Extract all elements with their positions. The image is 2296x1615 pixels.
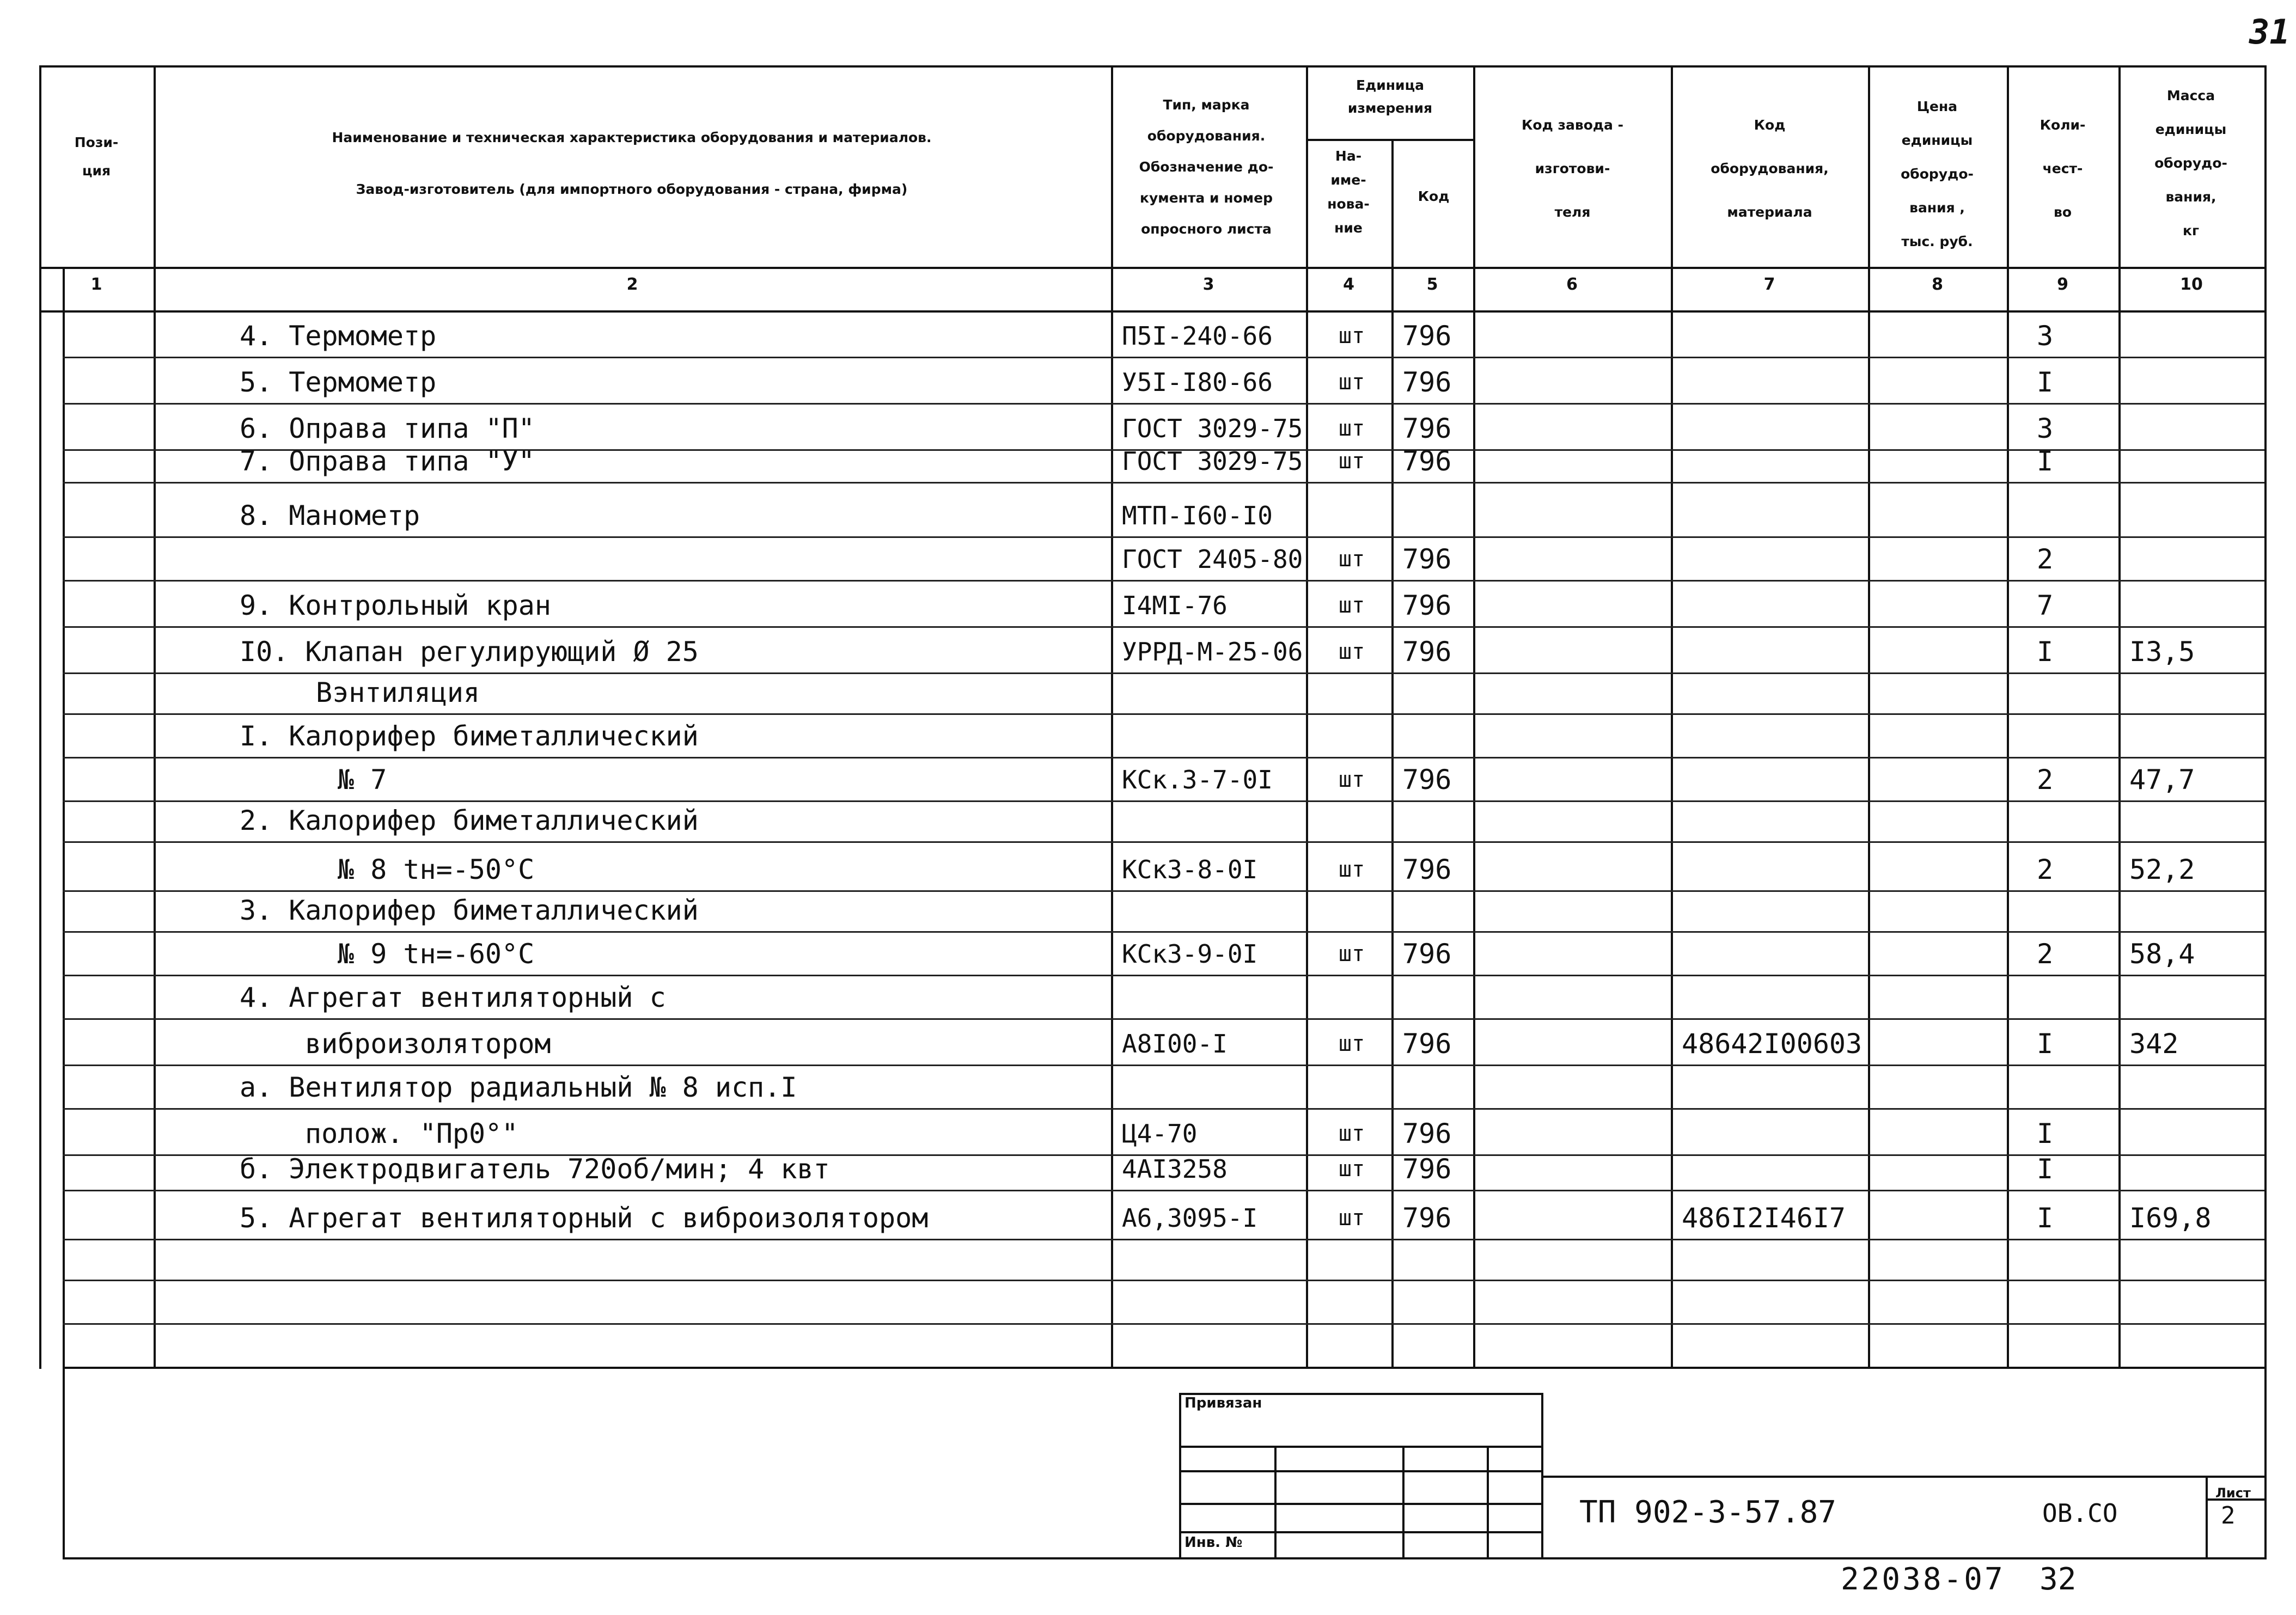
- row-line: [63, 1323, 2264, 1325]
- column-number: 9: [2057, 275, 2068, 294]
- column-line: [39, 65, 41, 1369]
- item-unit-code: 796: [1402, 1118, 1452, 1149]
- item-mass: 52,2: [2129, 854, 2195, 885]
- row-line: [63, 890, 2264, 892]
- item-name: 4. Агрегат вентиляторный с: [240, 982, 666, 1013]
- item-quantity: 2: [2037, 854, 2054, 885]
- header-unit-name: На- име- нова- ние: [1327, 148, 1370, 236]
- column-number: 4: [1343, 275, 1354, 294]
- item-name: 5. Агрегат вентиляторный с виброизолятором: [240, 1202, 929, 1234]
- item-type: ГОСТ 3029-75: [1122, 446, 1303, 476]
- header-top-line: [39, 65, 2267, 68]
- item-name: № 7: [338, 764, 387, 796]
- item-unit-code: 796: [1402, 366, 1452, 398]
- frame-right: [2264, 1367, 2267, 1559]
- item-name: 8. Манометр: [240, 500, 420, 531]
- item-type: У5I-I80-66: [1122, 368, 1273, 397]
- header-equipment-code: Код оборудования, материала: [1711, 117, 1829, 220]
- item-unit: шт: [1339, 416, 1365, 441]
- item-quantity: 2: [2037, 938, 2054, 970]
- item-type: П5I-240-66: [1122, 321, 1273, 351]
- item-unit-code: 796: [1402, 854, 1452, 885]
- column-line: [1391, 139, 1394, 1369]
- item-unit: шт: [1339, 941, 1365, 966]
- stamp-line: [1402, 1446, 1405, 1557]
- item-unit-code: 796: [1402, 445, 1452, 477]
- item-type: ГОСТ 3029-75: [1122, 414, 1303, 443]
- item-unit: шт: [1339, 1157, 1365, 1182]
- item-unit: шт: [1339, 547, 1365, 572]
- item-unit-code: 796: [1402, 413, 1452, 444]
- item-unit: шт: [1339, 1206, 1365, 1231]
- item-unit-code: 796: [1402, 1202, 1452, 1234]
- item-unit-code: 796: [1402, 590, 1452, 621]
- item-name: 9. Контрольный кран: [240, 590, 551, 621]
- item-quantity: I: [2037, 1028, 2054, 1060]
- column-line: [1306, 65, 1308, 1369]
- row-line: [63, 482, 2264, 484]
- column-line: [2264, 65, 2267, 1369]
- document-suffix: ОВ.СО: [2042, 1498, 2118, 1528]
- item-name: 6. Оправа типа "П": [240, 413, 535, 444]
- archive-number: 22038-07: [1841, 1562, 2005, 1597]
- header-mass: Масса единицы оборудо- вания, кг: [2154, 88, 2227, 238]
- item-mass: I69,8: [2129, 1202, 2212, 1234]
- row-line: [63, 672, 2264, 674]
- stamp-line: [1179, 1393, 1181, 1557]
- row-line: [63, 580, 2264, 582]
- item-mass: I3,5: [2129, 636, 2195, 668]
- column-line: [1111, 65, 1113, 1369]
- header-quantity: Коли- чест- во: [2039, 117, 2086, 220]
- stamp-line: [2206, 1476, 2208, 1557]
- row-line: [63, 536, 2264, 538]
- sheet-label: Лист: [2215, 1485, 2251, 1501]
- item-unit: шт: [1339, 1121, 1365, 1146]
- row-line: [63, 800, 2264, 802]
- row-line: [63, 975, 2264, 976]
- left-frame-line: [63, 267, 65, 1369]
- item-mass: 342: [2129, 1028, 2179, 1060]
- item-unit: шт: [1339, 1031, 1365, 1056]
- item-type: Ц4-70: [1122, 1119, 1198, 1148]
- footer-page: 32: [2039, 1562, 2077, 1597]
- item-unit: шт: [1339, 639, 1365, 664]
- header-type: Тип, марка оборудования. Обозначение до- кумента и номер опросного листа: [1139, 97, 1274, 237]
- item-type: КСк.3-7-0I: [1122, 765, 1273, 794]
- header-unit-group: Единица измерения: [1347, 77, 1433, 116]
- column-number: 8: [1932, 275, 1943, 294]
- item-unit: шт: [1339, 449, 1365, 474]
- item-type: А6,3095-I: [1122, 1203, 1258, 1233]
- item-unit: шт: [1339, 323, 1365, 348]
- column-number: 2: [626, 275, 638, 294]
- item-name: 5. Термометр: [240, 366, 437, 398]
- item-name: I. Калорифер биметаллический: [240, 720, 699, 752]
- column-number: 7: [1763, 275, 1775, 294]
- item-quantity: 7: [2037, 590, 2054, 621]
- item-mass: 47,7: [2129, 764, 2195, 796]
- item-type: 4АI3258: [1122, 1154, 1228, 1184]
- column-line: [1868, 65, 1870, 1369]
- row-line: [63, 1108, 2264, 1110]
- item-equipment-code: 486I2I46I7: [1682, 1202, 1846, 1234]
- row-line: [63, 1065, 2264, 1066]
- document-code: ТП 902-3-57.87: [1579, 1495, 1837, 1530]
- item-name: б. Электродвигатель 720об/мин; 4 квт: [240, 1153, 830, 1185]
- item-quantity: 2: [2037, 543, 2054, 575]
- item-unit-code: 796: [1402, 764, 1452, 796]
- stamp-line: [1541, 1476, 2266, 1478]
- frame-bottom: [63, 1557, 2267, 1559]
- item-type: КСк3-8-0I: [1122, 855, 1258, 884]
- item-name: I0. Клапан регулирующий Ø 25: [240, 636, 699, 668]
- item-unit: шт: [1339, 857, 1365, 882]
- stamp-line: [1274, 1446, 1277, 1557]
- row-line: [63, 626, 2264, 628]
- row-line: [63, 713, 2264, 715]
- column-line: [2007, 65, 2009, 1369]
- table-bottom-line: [63, 1367, 2267, 1369]
- item-name: а. Вентилятор радиальный № 8 исп.I: [240, 1072, 797, 1103]
- item-type: УРРД-М-25-06: [1122, 637, 1303, 666]
- row-line: [63, 1239, 2264, 1240]
- column-number: 5: [1426, 275, 1438, 294]
- item-quantity: I: [2037, 366, 2054, 398]
- column-number: 10: [2180, 275, 2203, 294]
- column-line: [1473, 65, 1475, 1369]
- item-name: полож. "Пр0°": [305, 1118, 518, 1149]
- row-line: [63, 931, 2264, 933]
- item-quantity: 3: [2037, 413, 2054, 444]
- item-unit-code: 796: [1402, 543, 1452, 575]
- stamp-line: [1487, 1446, 1489, 1557]
- column-number: 3: [1202, 275, 1214, 294]
- header-unit-code: Код: [1418, 188, 1450, 204]
- item-unit-code: 796: [1402, 636, 1452, 668]
- item-unit-code: 796: [1402, 320, 1452, 352]
- item-name: № 9 tн=-60°С: [338, 938, 535, 970]
- column-line: [154, 65, 156, 1369]
- header-name: Наименование и техническая характеристика оборудования и материалов. Завод-изготовитель (для импортного оборудования - страна, фирма): [332, 130, 932, 197]
- header-bottom-line: [39, 267, 2267, 269]
- item-quantity: I: [2037, 636, 2054, 668]
- item-name: 4. Термометр: [240, 320, 437, 352]
- row-line: [63, 841, 2264, 843]
- row-line: [63, 357, 2264, 358]
- header-position: Пози- ция: [74, 134, 119, 179]
- item-unit-code: 796: [1402, 938, 1452, 970]
- item-unit-code: 796: [1402, 1153, 1452, 1185]
- row-line: [63, 757, 2264, 758]
- item-quantity: 2: [2037, 764, 2054, 796]
- item-name: 2. Калорифер биметаллический: [240, 805, 699, 836]
- item-unit-code: 796: [1402, 1028, 1452, 1060]
- item-type: КСк3-9-0I: [1122, 939, 1258, 969]
- unit-group-line: [1306, 139, 1475, 141]
- item-unit: шт: [1339, 593, 1365, 618]
- frame-left: [63, 1367, 65, 1557]
- stamp-line: [1541, 1393, 1543, 1557]
- column-numbers-line: [39, 310, 2267, 313]
- item-type: ГОСТ 2405-80: [1122, 545, 1303, 574]
- item-name: Вэнтиляция: [316, 677, 480, 708]
- attached-label: Привязан: [1184, 1395, 1262, 1411]
- item-unit: шт: [1339, 767, 1365, 792]
- item-type: МТП-I60-I0: [1122, 501, 1273, 530]
- item-name: виброизолятором: [305, 1028, 551, 1060]
- row-line: [63, 1018, 2264, 1020]
- item-quantity: I: [2037, 1118, 2054, 1149]
- column-number: 1: [90, 275, 102, 294]
- column-line: [1671, 65, 1673, 1369]
- page-number: 31: [2249, 12, 2290, 52]
- item-name: 3. Калорифер биметаллический: [240, 895, 699, 926]
- item-mass: 58,4: [2129, 938, 2195, 970]
- row-line: [63, 1280, 2264, 1281]
- inventory-label: Инв. №: [1184, 1534, 1243, 1551]
- item-name: № 8 tн=-50°С: [338, 854, 535, 885]
- row-line: [63, 1190, 2264, 1191]
- column-number: 6: [1566, 275, 1578, 294]
- item-quantity: I: [2037, 1202, 2054, 1234]
- row-line: [63, 403, 2264, 405]
- item-quantity: 3: [2037, 320, 2054, 352]
- item-type: I4МI-76: [1122, 591, 1228, 620]
- item-name: 7. Оправа типа "У": [240, 445, 535, 477]
- sheet-number: 2: [2221, 1502, 2236, 1530]
- item-quantity: I: [2037, 445, 2054, 477]
- item-quantity: I: [2037, 1153, 2054, 1185]
- header-price: Цена единицы оборудо- вания , тыс. руб.: [1901, 99, 1974, 249]
- item-equipment-code: 48642I00603: [1682, 1028, 1863, 1060]
- item-type: А8I00-I: [1122, 1029, 1228, 1059]
- column-line: [2118, 65, 2121, 1369]
- item-unit: шт: [1339, 370, 1365, 395]
- header-plant-code: Код завода - изготови- теля: [1521, 117, 1624, 220]
